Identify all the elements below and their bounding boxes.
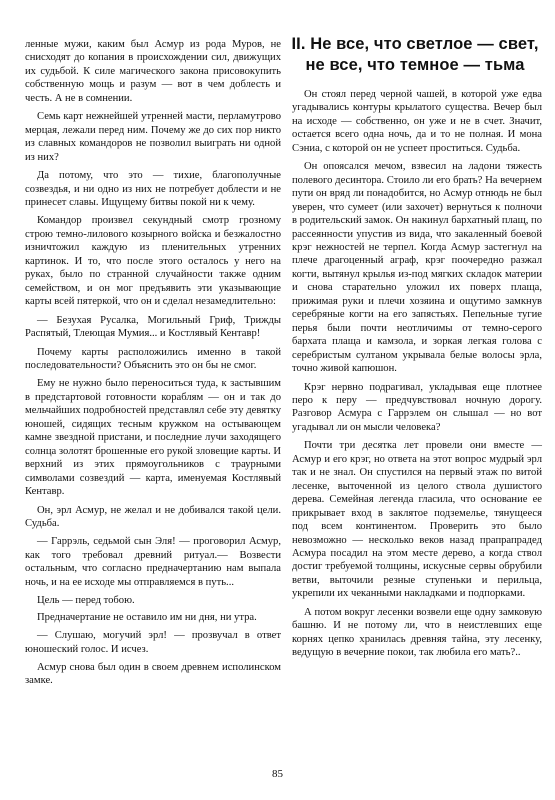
paragraph: Семь карт нежнейшей утренней масти, перламутрово мерцая, лежали перед ним. Почему же до сих пор никто из славных командоров не позволил выиграть ни одной из них? <box>25 111 281 163</box>
chapter-title-line: не все, что темное — тьма <box>305 55 525 74</box>
right-text-column <box>292 88 542 665</box>
paragraph: Командор произвел секундный смотр грозному строю темно-лилового козырного войска и безжалостно изничтожил каждую из пленительных утренних картинок. И то, что после этого осталось у него на руках, было по странной случайности также одним семейством, и он мог предъявить эти указывающие карты всей пятеркой, что он и сделал незамедлительно: <box>25 215 281 308</box>
dialog-line: — Гаррэль, седьмой сын Эля! — проговорил Асмур, как того требовал древний ритуал.— Возвести остальным, что согласно предначертанию нам выпала ночь, и на ее исходе мы отправляемся в путь... <box>25 536 281 588</box>
chapter-title-line: II. Не все, что светлое — свет, <box>291 35 539 53</box>
dialog-line: — Безухая Русалка, Могильный Гриф, Трижды Распятый, Тлеющая Мумия... и Костлявый Кентавр! <box>25 314 281 340</box>
paragraph: Крэг нервно подрагивал, укладывая еще плотнее перо к перу — предчувствовал ночную дорогу. Разговор Асмура с Гаррэлем он слышал — но вот угадывал ли он мысли человека? <box>292 381 542 433</box>
paragraph: Асмур снова был один в своем древнем исполинском замке. <box>25 662 281 687</box>
paragraph: ленные мужи, каким был Асмур из рода Муров, не снисходят до копания в происхождении сил, движущих их судьбой. К силе магического закона присовокупить собственную мощь и разум — вот в чем доблесть и честь. А не в сомнении. <box>25 39 281 104</box>
paragraph: Предначертание не оставило им ни дня, ни утра. <box>37 611 257 623</box>
paragraph: Почти три десятка лет провели они вместе — Асмур и его крэг, но ответа на этот вопрос мудрый эрл так и не знал. Он спустился на первый этаж по витой лесенке, выточенной из целого ствола душистого дерева. Семейная легенда гласила, что основание ее прикрывает вход в заклятое подземелье, тянущееся под всем континентом. Проверить это было невозможно — несколько веков назад прапрапрадед Асмура посадил на этом месте дерево, а когда ствол достиг требуемой толщины, искусные сервы обрубили ветви, выточили резные ступеньки и перильца, укрепили их чеканными накладками и подпорками. <box>292 440 542 600</box>
paragraph: Он, эрл Асмур, не желал и не добивался такой цели. Судьба. <box>25 504 281 529</box>
page-number: 85 <box>272 768 283 780</box>
paragraph: Цель — перед тобою. <box>37 595 135 607</box>
paragraph: Почему карты расположились именно в такой последовательности? Объяснить это он бы не смог. <box>25 346 281 371</box>
paragraph: Ему не нужно было переноситься туда, к застывшим в предстартовой готовности кораблям — он и так до мельчайших подробностей представлял себе эту девятку юношей, сидящих тесным кружком на остывающем камне звездной пристани, и последние лучи заходящего солнца золотят брошенные его рукой зловещие карты. И верхний из этих прямоугольников с траурными символами созвездий — карта, именуемая Костлявый Кентавр. <box>25 378 281 498</box>
left-text-column <box>25 38 281 693</box>
paragraph: Он стоял перед черной чашей, в которой уже едва угадывались контуры крылатого существа. Вечер был на исходе — собственно, он уже и не в счет. Значит, остается всего одна ночь, да и то не полная. И мона Сэниа, с которой он не успеет проститься. Судьба. <box>292 89 542 154</box>
paragraph: Да потому, что это — тихие, благополучные созвездья, и ни одно из них не потребует доблести и не принесет славы. Ищущему битвы покой ни к чему. <box>25 170 281 208</box>
dialog-line: — Слушаю, могучий эрл! — прозвучал в ответ юношеский голос. И исчез. <box>25 630 281 655</box>
paragraph: Он опоясался мечом, взвесил на ладони тяжесть полевого десинтора. Стоило ли его брать? На вечернем пути он вряд ли понадобится, но Асмур отнюдь не был уверен, что сумеет (или захочет) вернуться к полночи в родительский замок. Он накинул бархатный плащ, по рассеянности упустив из вида, что закаленный боевой крэг нежностей не терпел. Когда Асмур застегнул на плече драгоценный аграф, крэг поочередно разжал когти, вытянул крылья из-под мягких складок материи и снова старательно уложил их поверх плаща, прижимая руки и плечи хозяина и ощутимо замкнув серебряные когти на его запястьях. Пепельные тугие перья были почти неотличимы от темно-серого бархата плаща и камзола, и зоркая легкая голова с серебристым султаном укрывала белые волосы эрла, точно живой капюшон. <box>292 161 542 375</box>
paragraph: А потом вокруг лесенки возвели еще одну замковую башню. И не потому ли, что в неистлевших еще корнях цепко хранилась древняя тайна, эту лесенку, ведущую в вечерние покои, так любила его мать?.. <box>292 606 542 659</box>
chapter-title <box>286 34 544 75</box>
